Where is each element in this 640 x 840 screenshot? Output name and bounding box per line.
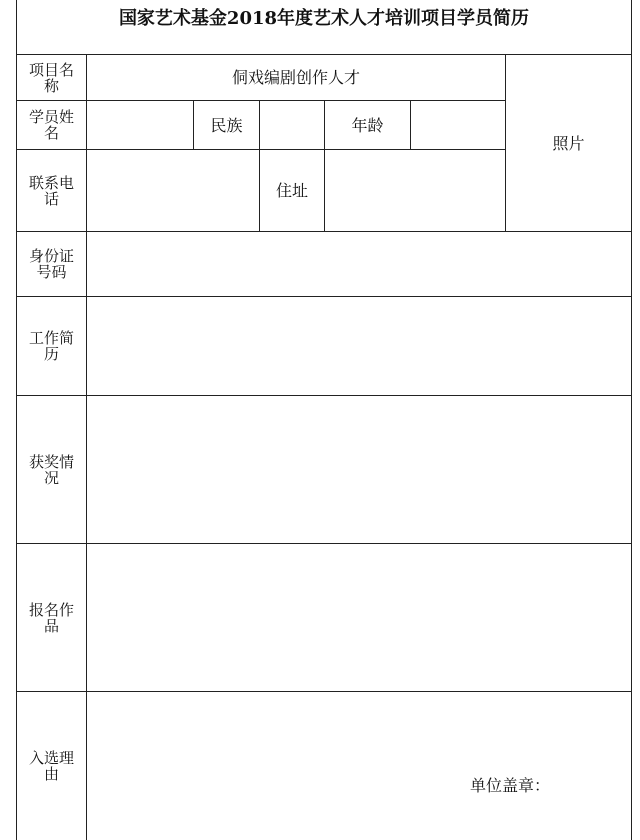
work-history-label: 工作简历 bbox=[28, 329, 74, 363]
project-name-value[interactable]: 侗戏编剧创作人才 bbox=[231, 68, 360, 87]
ethnicity-field[interactable] bbox=[260, 101, 324, 149]
selection-reason-field[interactable] bbox=[87, 692, 631, 840]
age-label: 年龄 bbox=[351, 115, 384, 135]
work-history-field[interactable] bbox=[87, 297, 631, 395]
student-name-label: 学员姓名 bbox=[28, 108, 74, 142]
form-title: 国家艺术基金2018年度艺术人才培训项目学员简历 bbox=[118, 8, 530, 29]
awards-field[interactable] bbox=[87, 396, 631, 543]
submitted-works-label: 报名作品 bbox=[28, 600, 74, 635]
age-field[interactable] bbox=[411, 101, 505, 149]
address-label: 住址 bbox=[275, 181, 308, 200]
unit-seal-label: 单位盖章： bbox=[470, 775, 551, 795]
phone-field[interactable] bbox=[87, 150, 259, 231]
submitted-works-field[interactable] bbox=[87, 544, 631, 691]
ethnicity-label: 民族 bbox=[210, 115, 243, 135]
id-number-field[interactable] bbox=[87, 232, 631, 296]
awards-label: 获奖情况 bbox=[28, 452, 74, 487]
phone-label: 联系电话 bbox=[28, 173, 74, 208]
photo-label: 照片 bbox=[552, 133, 585, 153]
id-number-label: 身份证号码 bbox=[28, 247, 74, 281]
address-field[interactable] bbox=[325, 150, 505, 231]
selection-reason-label: 入选理由 bbox=[28, 749, 74, 783]
student-name-field[interactable] bbox=[87, 101, 193, 149]
project-name-label: 项目名称 bbox=[28, 60, 74, 95]
